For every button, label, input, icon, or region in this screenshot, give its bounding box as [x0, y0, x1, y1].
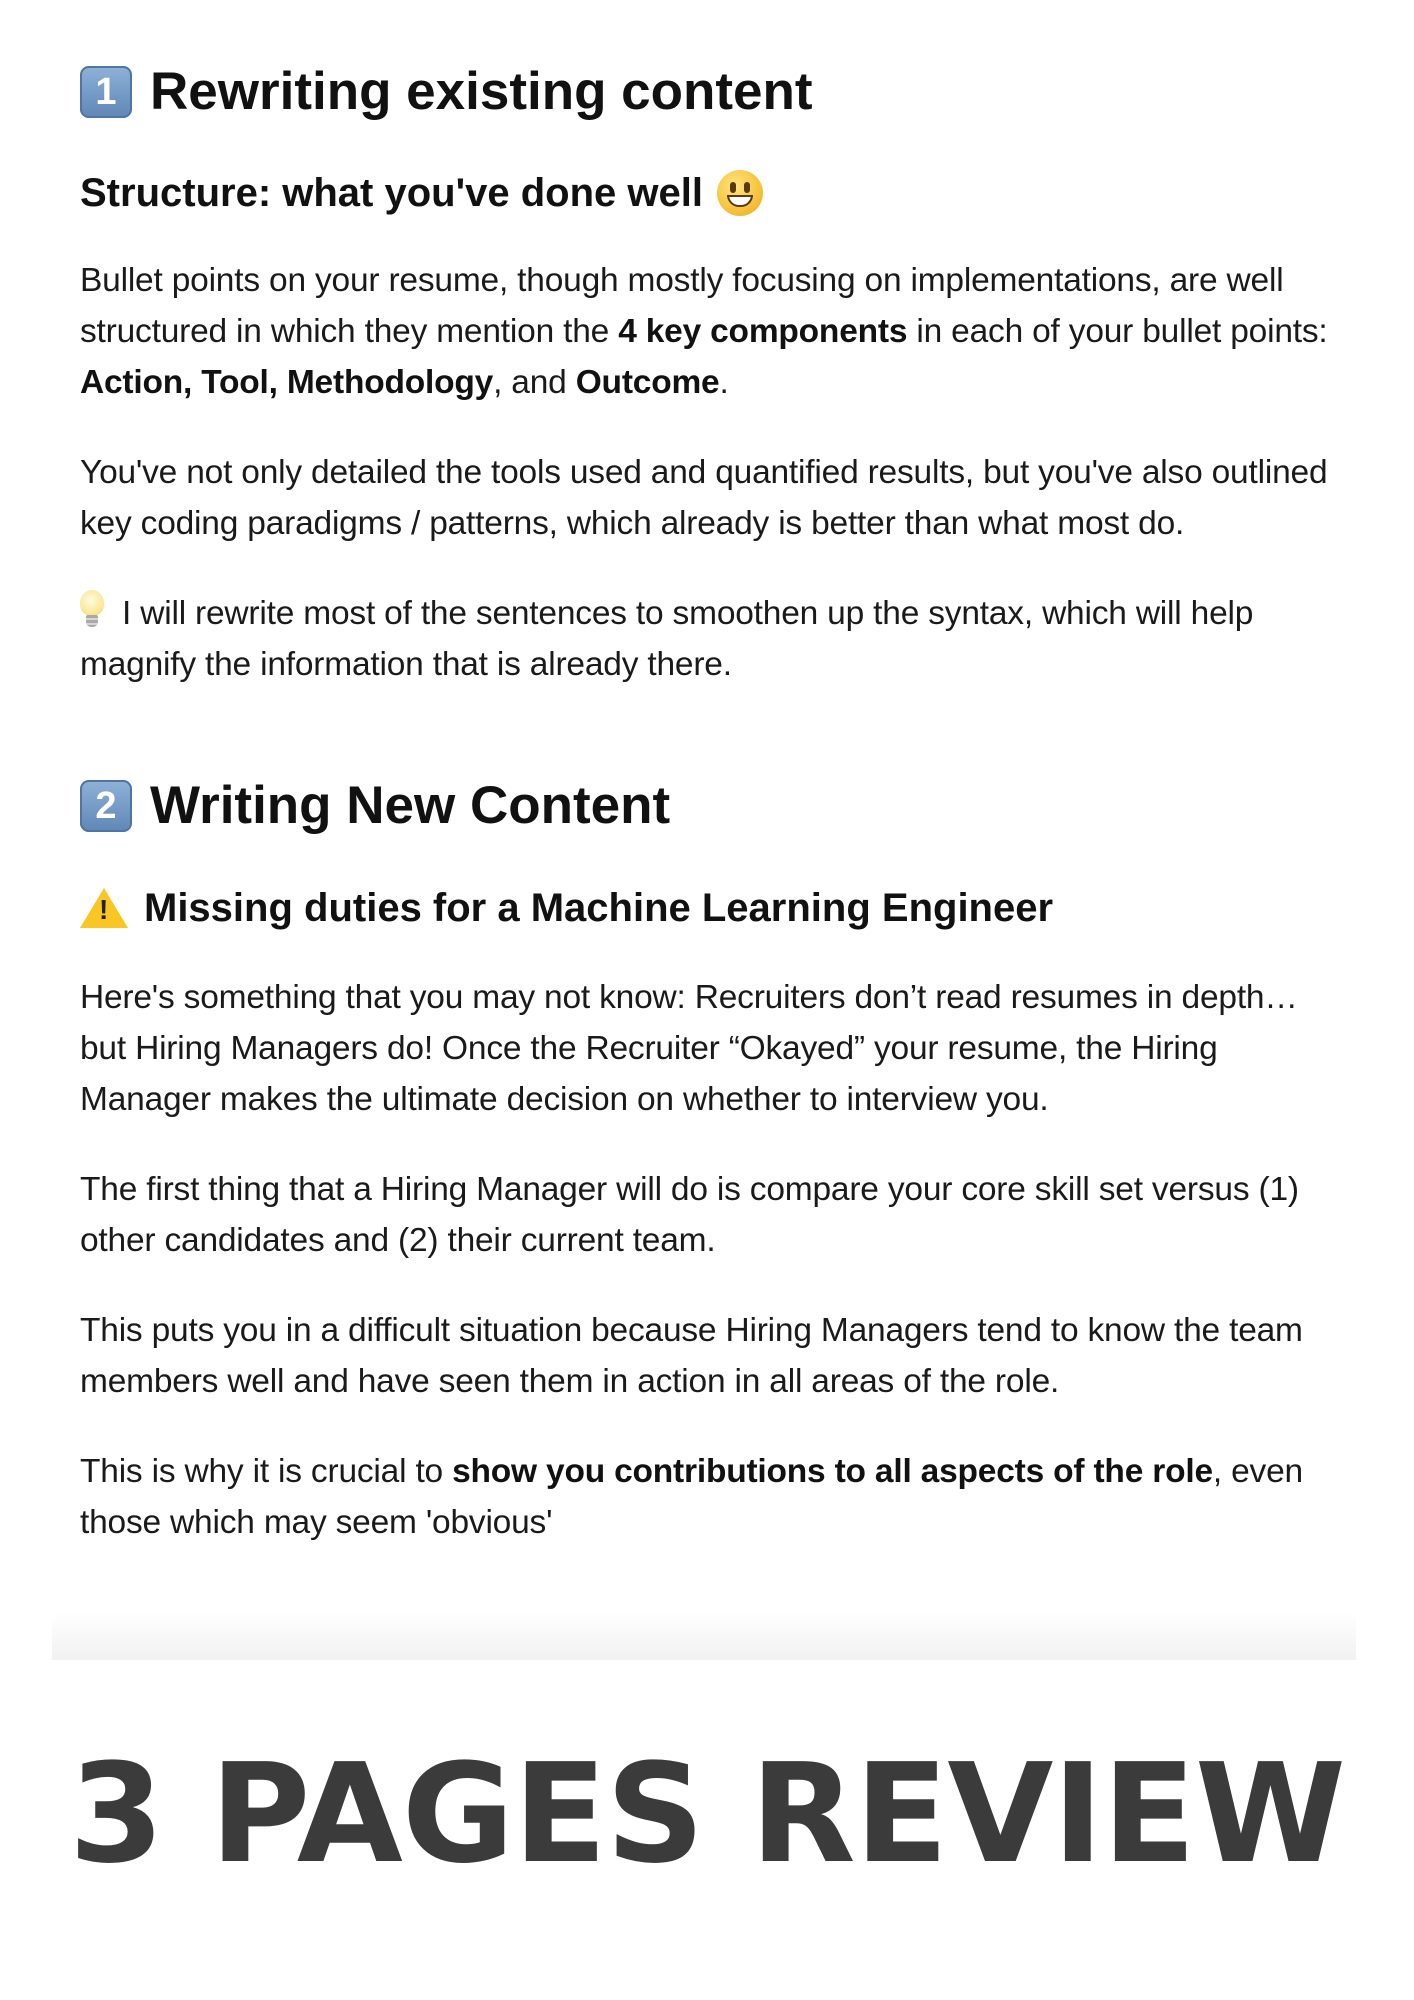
- text-run: .: [719, 364, 729, 401]
- bold-run: Action, Tool, Methodology: [80, 364, 494, 401]
- text-run: This is why it is crucial to: [80, 1453, 453, 1490]
- section-1-title: Rewriting existing content: [150, 62, 813, 121]
- section-2-paragraph-4: [80, 1446, 1350, 1548]
- light-bulb-icon: [80, 590, 104, 630]
- bold-run: Outcome: [575, 364, 720, 401]
- section-1-paragraph-2: You've not only detailed the tools used and quantified results, but you've also outlined key coding paradigms / patterns, which already is better than what most do.: [80, 454, 1328, 542]
- section-2-paragraph-3: This puts you in a difficult situation because Hiring Managers tend to know the team members well and have seen them in action in all areas of the role.: [80, 1312, 1303, 1400]
- text-run: I will rewrite most of the sentences to smoothen up the syntax, which will help magnify the information that is already there.: [80, 595, 1254, 683]
- section-1-subheading-text: Structure: what you've done well: [80, 171, 703, 215]
- three-pages-review-banner: 3 PAGES REVIEW: [68, 1735, 1346, 1894]
- section-2-subheading-text: Missing duties for a Machine Learning Engineer: [144, 886, 1054, 930]
- bold-run: show you contributions to all aspects of the role: [452, 1453, 1213, 1490]
- review-document: [80, 60, 1350, 1548]
- bold-run: 4 key components: [618, 313, 908, 350]
- section-1-paragraph-1: [80, 255, 1350, 408]
- section-2-paragraph-1: Here's something that you may not know: Recruiters don’t read resumes in depth… but Hiring Managers do! Once the Recruiter “Okayed” your resume, the Hiring Manager makes the ultimate decision on whether to interview you.: [80, 979, 1298, 1118]
- text-run: in each of your bullet points:: [907, 313, 1328, 350]
- section-1-heading: [80, 60, 1350, 124]
- keycap-1-icon: 1: [80, 66, 132, 118]
- keycap-2-icon: 2: [80, 780, 132, 832]
- text-run: Bullet points on your resume, though mostly focusing on implementations, are well structured in which they mention the: [80, 262, 1284, 350]
- document-fade-edge: [52, 1612, 1356, 1660]
- section-1-subheading: [80, 167, 1350, 219]
- section-2-title: Writing New Content: [150, 776, 671, 835]
- warning-icon: !: [80, 888, 128, 928]
- grinning-face-icon: [717, 170, 763, 216]
- text-run: , and: [493, 364, 576, 401]
- text-run: , even those which may seem 'obvious': [80, 1453, 1303, 1541]
- section-2-paragraph-2: The first thing that a Hiring Manager will do is compare your core skill set versus (1) other candidates and (2) their current team.: [80, 1171, 1299, 1259]
- section-2-subheading: [80, 882, 1350, 934]
- section-1-paragraph-3: [80, 588, 1350, 690]
- section-2-heading: [80, 774, 1350, 838]
